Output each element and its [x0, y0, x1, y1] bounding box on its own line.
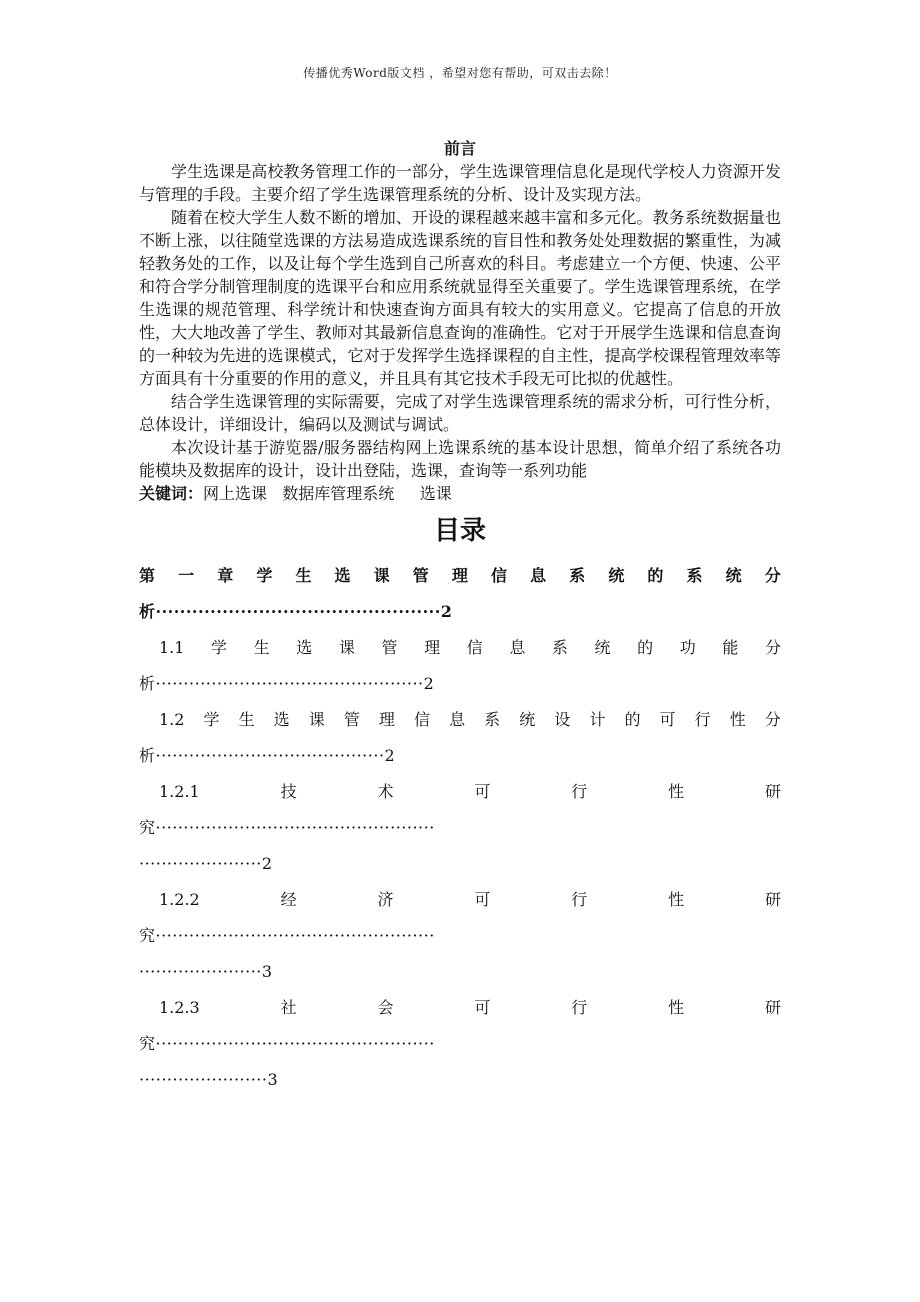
toc-heading-char: 分	[764, 566, 781, 585]
toc-heading-char: 理	[424, 638, 441, 657]
toc-heading-char: 学	[256, 566, 273, 585]
toc-entry-section[interactable]	[139, 990, 781, 1098]
toc-heading-char: 生	[253, 638, 270, 657]
toc-heading-char: 选	[334, 566, 351, 585]
toc-heading-char: 系	[686, 566, 703, 585]
toc-heading-char: 管	[343, 710, 360, 729]
keywords-value: 网上选课 数据库管理系统 选课	[203, 484, 452, 503]
toc-heading-char: 生	[238, 710, 255, 729]
toc-heading-char: 统	[725, 566, 742, 585]
toc-heading-char: 管	[381, 638, 398, 657]
toc-heading-char: 研	[764, 782, 781, 801]
toc-entry-section[interactable]	[139, 702, 781, 774]
toc-heading-char: 信	[490, 566, 507, 585]
toc-entry-section[interactable]	[139, 774, 781, 882]
toc-heading-char: 研	[764, 890, 781, 909]
toc-leader-line: ·······················3	[139, 1070, 279, 1089]
toc-heading-char: 可	[474, 998, 491, 1017]
toc-heading-char: 管	[412, 566, 429, 585]
toc-heading-char: 系	[551, 638, 568, 657]
toc-heading-char: 一	[178, 566, 195, 585]
toc-heading-char: 设	[554, 710, 571, 729]
toc-heading-char: 1.2.2	[159, 890, 200, 909]
toc-heading-char: 可	[474, 782, 491, 801]
toc-leader-line: 究··················································	[139, 1034, 435, 1053]
preface-paragraph: 本次设计基于游览器/服务器结构网上选课系统的基本设计思想，简单介绍了系统各功能模块及数据库的设计，设计出登陆，选课，查询等一系列功能	[139, 438, 781, 480]
toc-heading-char: 理	[378, 710, 395, 729]
toc-heading-char: 社	[280, 998, 297, 1017]
toc-leader-line: 究··················································	[139, 818, 435, 837]
toc-heading-char: 息	[530, 566, 547, 585]
toc-heading-char: 术	[377, 782, 394, 801]
toc-heading-char: 信	[413, 710, 430, 729]
toc-entry-heading	[139, 558, 781, 594]
toc-heading-char: 性	[668, 998, 685, 1017]
toc-heading-char: 可	[474, 890, 491, 909]
toc-entry-heading	[139, 990, 781, 1026]
toc-leader-line: 究··················································	[139, 926, 435, 945]
toc-list	[139, 558, 781, 1098]
toc-heading-char: 统	[608, 566, 625, 585]
toc-heading-char: 第	[139, 566, 156, 585]
toc-heading-char: 系	[569, 566, 586, 585]
keywords-line	[139, 482, 781, 506]
toc-heading-char: 课	[373, 566, 390, 585]
toc-heading-char: 会	[377, 998, 394, 1017]
toc-heading-char: 1.1	[159, 638, 185, 657]
preface-paragraph: 学生选课是高校教务管理工作的一部分，学生选课管理信息化是现代学校人力资源开发与管理的手段。主要介绍了学生选课管理系统的分析、设计及实现方法。	[139, 162, 781, 204]
toc-heading-char: 课	[338, 638, 355, 657]
toc-heading-char: 济	[377, 890, 394, 909]
toc-heading-char: 的	[647, 566, 664, 585]
toc-leader-line: 析················································2	[139, 674, 435, 693]
toc-leader-line: ······················3	[139, 962, 273, 981]
keywords-label: 关键词：	[139, 484, 204, 503]
toc-heading-char: 行	[571, 998, 588, 1017]
toc-entry-heading	[139, 630, 781, 666]
toc-heading-char: 能	[722, 638, 739, 657]
toc-heading-char: 分	[764, 638, 781, 657]
toc-title: 目录	[433, 516, 486, 546]
toc-heading-char: 性	[668, 890, 685, 909]
toc-entry-heading	[139, 882, 781, 918]
toc-heading-char: 性	[729, 710, 746, 729]
toc-heading-char: 行	[571, 782, 588, 801]
toc-heading-char: 性	[668, 782, 685, 801]
toc-heading-char: 行	[571, 890, 588, 909]
toc-leader-line: ······················2	[139, 854, 273, 873]
toc-heading-char: 章	[217, 566, 234, 585]
preface-paragraph: 结合学生选课管理的实际需要，完成了对学生选课管理系统的需求分析，可行性分析，总体设计，详细设计，编码以及测试与调试。	[139, 392, 781, 434]
toc-heading-char: 理	[451, 566, 468, 585]
toc-heading-char: 经	[280, 890, 297, 909]
toc-heading-char: 分	[764, 710, 781, 729]
toc-heading-char: 学	[203, 710, 220, 729]
toc-entry-heading	[139, 702, 781, 738]
toc-heading-char: 生	[295, 566, 312, 585]
document-body	[139, 138, 781, 1098]
toc-leader-line: 析···············································2	[139, 602, 453, 621]
toc-heading-char: 1.2.3	[159, 998, 200, 1017]
toc-leader-line: 析·········································2	[139, 746, 396, 765]
toc-heading-char: 1.2	[159, 710, 185, 729]
toc-heading-char: 1.2.1	[159, 782, 200, 801]
toc-entry-section[interactable]	[139, 630, 781, 702]
toc-heading-char: 功	[679, 638, 696, 657]
toc-heading-char: 统	[594, 638, 611, 657]
toc-heading-char: 的	[624, 710, 641, 729]
toc-heading-char: 研	[764, 998, 781, 1017]
toc-heading-char: 统	[519, 710, 536, 729]
toc-heading-char: 行	[694, 710, 711, 729]
toc-entry-chapter[interactable]	[139, 558, 781, 630]
header-note: 传播优秀Word版文档 ，希望对您有帮助，可双击去除！	[303, 66, 617, 80]
toc-entry-heading	[139, 774, 781, 810]
toc-heading-char: 系	[484, 710, 501, 729]
toc-heading-char: 课	[308, 710, 325, 729]
toc-entry-section[interactable]	[139, 882, 781, 990]
toc-heading-char: 息	[509, 638, 526, 657]
toc-heading-char: 学	[211, 638, 228, 657]
toc-heading-char: 选	[273, 710, 290, 729]
toc-heading-char: 技	[280, 782, 297, 801]
toc-heading-char: 计	[589, 710, 606, 729]
preface-title: 前言	[443, 139, 476, 158]
toc-heading-char: 可	[659, 710, 676, 729]
toc-heading-char: 的	[637, 638, 654, 657]
toc-heading-char: 信	[466, 638, 483, 657]
toc-heading-char: 选	[296, 638, 313, 657]
toc-heading-char: 息	[449, 710, 466, 729]
preface-paragraph: 随着在校大学生人数不断的增加、开设的课程越来越丰富和多元化。教务系统数据量也不断上涨，以往随堂选课的方法易造成选课系统的盲目性和教务处处理数据的繁重性，为减轻教务处的工作，以及让每个学生选到自己所喜欢的科目。考虑建立一个方便、快速、公平和符合学分制管理制度的选课平台和应用系统就显得至关重要了。学生选课管理系统，在学生选课的规范管理、科学统计和快速查询方面具有较大的实用意义。它提高了信息的开放性，大大地改善了学生、教师对其最新信息查询的准确性。它对于开展学生选课和信息查询的一种较为先进的选课模式，它对于发挥学生选择课程的自主性，提高学校课程管理效率等方面具有十分重要的作用的意义，并且具有其它技术手段无可比拟的优越性。	[139, 208, 781, 388]
